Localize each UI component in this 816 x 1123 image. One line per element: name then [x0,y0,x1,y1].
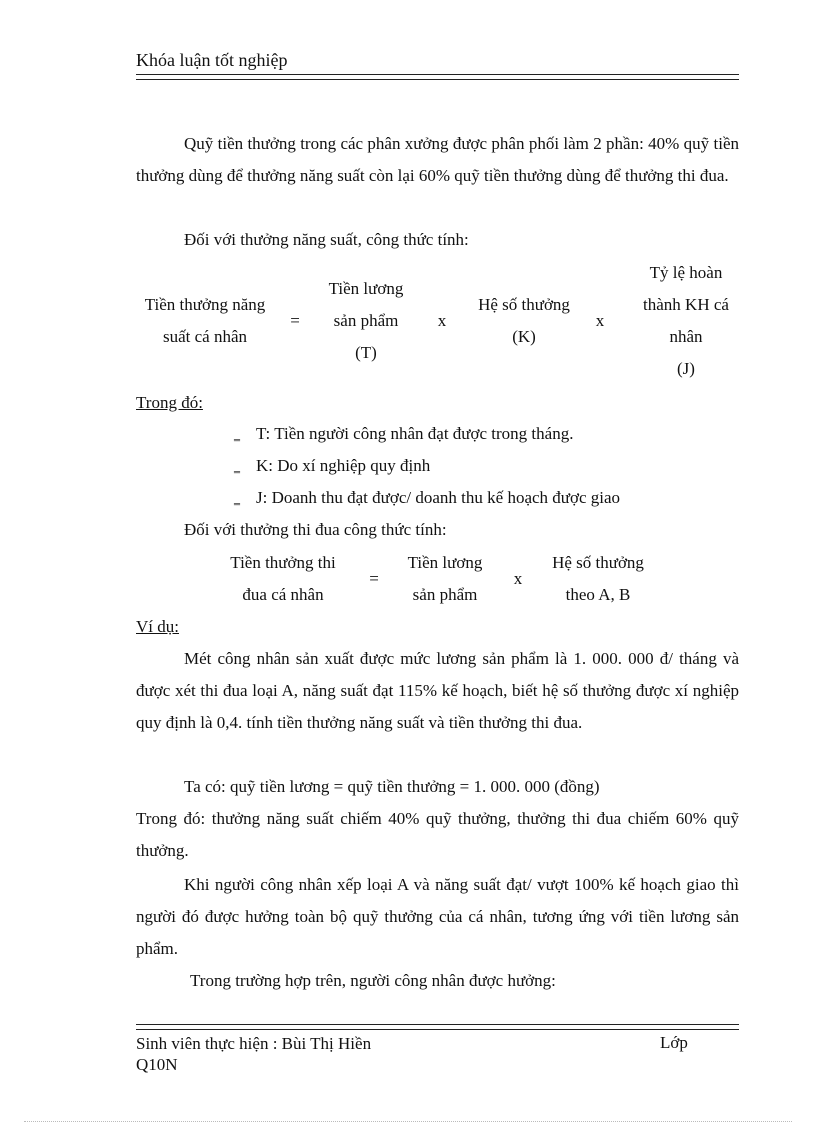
formula1-term-t-line: (T) [355,343,377,362]
formula1-lhs-line: suất cá nhân [162,327,248,346]
paragraph-result-intro: Trong trường hợp trên, người công nhân được hưởng: [190,971,556,990]
document-header-title: Khóa luận tốt nghiệp [136,50,288,70]
formula1-times-1: x [437,311,447,330]
bullet-text: T: Tiền người công nhân đạt được trong tháng. [256,424,574,443]
formula1-term-j [628,257,744,385]
formula2-lhs-line: đua cá nhân [242,585,324,604]
formula2-lhs [210,547,356,611]
formula2-term-t-line: Tiền lương [407,553,483,572]
label-vi-du: Ví dụ: [136,617,179,636]
formula1-term-k-line: Hệ số thưởng [478,295,570,314]
formula1-term-k-line: (K) [512,327,536,346]
formula1-term-t-line: Tiền lương [328,279,404,298]
list-item [234,482,620,514]
header-divider [136,74,739,80]
footer-divider [136,1024,739,1030]
formula1-term-t [310,273,422,369]
formula2-equals: = [369,569,379,588]
label-trong-do: Trong đó: [136,393,203,412]
bullet-mark: ‗ [234,491,240,505]
footer-class-label: Lớp [660,1033,688,1052]
formula2-term-h-line: Hệ số thưởng [552,553,644,572]
formula2-times: x [513,569,523,588]
list-item [234,418,573,450]
formula1-term-j-line: thành KH cá [643,295,729,314]
formula2-term-h [536,547,660,611]
formula1-term-t-line: sản phẩm [333,311,399,330]
formula1-equals: = [290,311,300,330]
formula1-term-j-line: Tỷ lệ hoàn [649,263,723,282]
formula1-lhs [130,289,280,353]
formula1-times-2: x [595,311,605,330]
formula1-term-j-line: nhân [669,327,703,346]
formula2-term-h-line: theo A, B [565,585,631,604]
footer-student-block [136,1033,371,1075]
bullet-text: K: Do xí nghiệp quy định [256,456,431,475]
paragraph-bonus-fund: Quỹ tiền thưởng trong các phân xưởng được phân phối làm 2 phần: 40% quỹ tiền thưởng dùng để thưởng năng suất còn lại 60% quỹ tiền thưởng dùng để thưởng thi đua. [136,134,739,185]
bullet-text: J: Doanh thu đạt được/ doanh thu kế hoạch được giao [256,488,621,507]
paragraph-condition: Khi người công nhân xếp loại A và năng suất đạt/ vượt 100% kế hoạch giao thì người đó được hưởng toàn bộ quỹ thưởng của cá nhân, tương ứng với tiền lương sản phẩm. [136,875,739,958]
list-item [234,450,430,482]
formula2-lhs-line: Tiền thưởng thi [230,553,336,572]
formula2-term-t [392,547,498,611]
formula1-term-k [460,289,588,353]
paragraph-productivity-formula-intro: Đối với thưởng năng suất, công thức tính: [184,230,469,249]
page-bottom-dotted-line [24,1121,792,1122]
formula2-term-t-line: sản phẩm [412,585,478,604]
paragraph-fund-split: Trong đó: thưởng năng suất chiếm 40% quỹ thưởng, thưởng thi đua chiếm 60% quỹ thưởng. [136,809,739,860]
formula1-term-j-line: (J) [677,359,695,378]
paragraph-competition-formula-intro: Đối với thưởng thi đua công thức tính: [184,520,447,539]
bullet-mark: ‗ [234,427,240,441]
paragraph-example: Mét công nhân sản xuất được mức lương sản phẩm là 1. 000. 000 đ/ tháng và được xét thi đua loại A, năng suất đạt 115% kế hoạch, biết hệ số thưởng được xí nghiệp quy định là 0,4. tính tiền thưởng năng suất và tiền thưởng thi đua. [136,649,739,732]
bullet-mark: ‗ [234,459,240,473]
footer-class-code: Q10N [136,1055,178,1074]
footer-student: Sinh viên thực hiện : Bùi Thị Hiền [136,1034,372,1053]
formula1-lhs-line: Tiền thưởng năng [144,295,266,314]
paragraph-fund-equation: Ta có: quỹ tiền lương = quỹ tiền thưởng = 1. 000. 000 (đồng) [184,777,600,796]
